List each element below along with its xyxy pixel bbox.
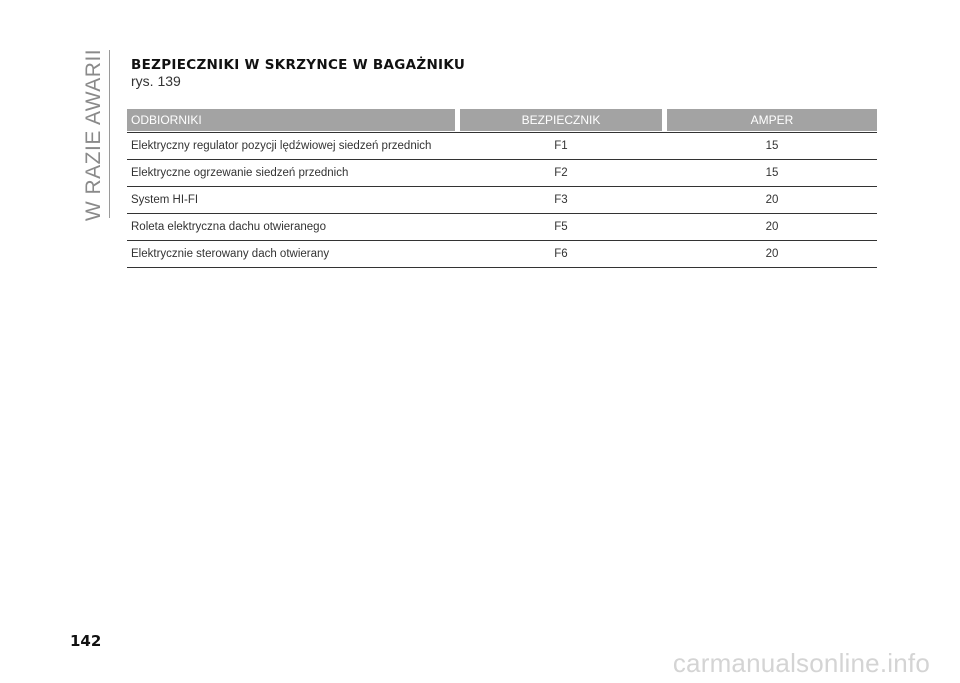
cell-ampere: 20 [765, 194, 779, 206]
table-row [127, 187, 877, 214]
side-divider [109, 50, 110, 218]
table-header [127, 109, 877, 131]
header-ampere: AMPER [667, 109, 877, 131]
table-row [127, 214, 877, 241]
cell-consumer: System HI-FI [131, 194, 199, 206]
table-row [127, 132, 877, 160]
cell-consumer: Roleta elektryczna dachu otwieranego [131, 221, 326, 233]
figure-reference: rys. 139 [131, 73, 181, 89]
cell-consumer: Elektryczne ogrzewanie siedzeń przednich [131, 167, 349, 179]
header-consumers: ODBIORNIKI [127, 109, 455, 131]
cell-ampere: 20 [765, 221, 779, 233]
cell-fuse: F5 [554, 221, 568, 233]
cell-fuse: F3 [554, 194, 568, 206]
cell-consumer: Elektryczny regulator pozycji lędźwiowej siedzeń przednich [131, 140, 432, 152]
cell-fuse: F1 [554, 140, 568, 152]
cell-ampere: 15 [765, 167, 779, 179]
page-number: 142 [70, 632, 102, 650]
cell-fuse: F2 [554, 167, 568, 179]
cell-fuse: F6 [554, 248, 568, 260]
section-title: BEZPIECZNIKI W SKRZYNCE W BAGAŻNIKU [131, 57, 466, 73]
side-tab-label: W RAZIE AWARII [82, 48, 105, 222]
fuse-table [127, 109, 877, 268]
cell-ampere: 20 [765, 248, 779, 260]
table-row [127, 241, 877, 268]
cell-consumer: Elektrycznie sterowany dach otwierany [131, 248, 330, 260]
watermark: carmanualsonline.info [672, 648, 930, 678]
cell-ampere: 15 [765, 140, 779, 152]
header-fuse: BEZPIECZNIK [460, 109, 662, 131]
table-row [127, 160, 877, 187]
section-side-tab [82, 50, 106, 220]
